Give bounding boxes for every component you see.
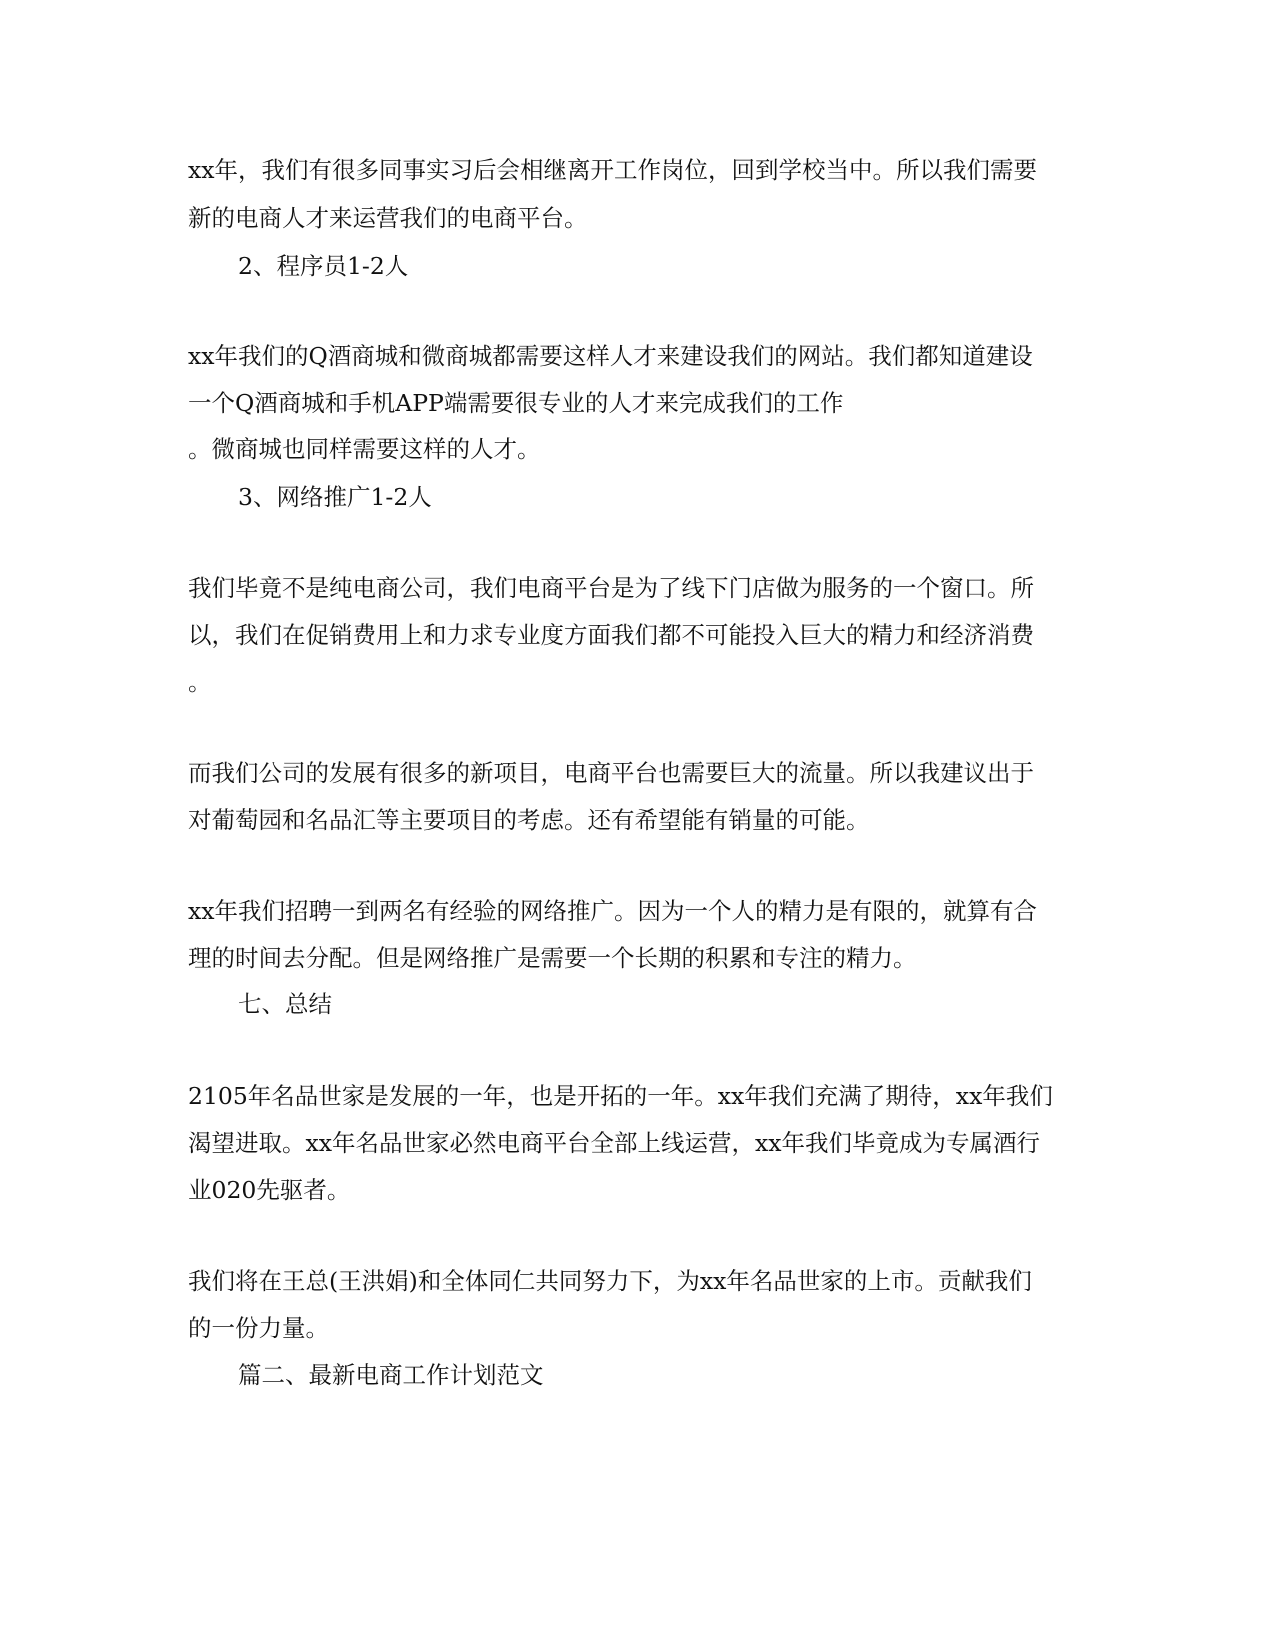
paragraph-line: 。 (188, 668, 212, 696)
section-heading-programmer: 2、程序员1-2人 (238, 252, 409, 280)
paragraph-line: xx年，我们有很多同事实习后会相继离开工作岗位，回到学校当中。所以我们需要 (188, 156, 1038, 184)
paragraph-line: 。微商城也同样需要这样的人才。 (188, 435, 541, 463)
paragraph-line: 一个Q酒商城和手机APP端需要很专业的人才来完成我们的工作 (188, 389, 844, 417)
paragraph-line: 2105年名品世家是发展的一年，也是开拓的一年。xx年我们充满了期待，xx年我们 (188, 1082, 1053, 1110)
paragraph-line: 理的时间去分配。但是网络推广是需要一个长期的积累和专注的精力。 (188, 944, 917, 972)
paragraph-line: 新的电商人才来运营我们的电商平台。 (188, 204, 588, 232)
paragraph-line: 渴望进取。xx年名品世家必然电商平台全部上线运营，xx年我们毕竟成为专属酒行 (188, 1129, 1041, 1157)
paragraph-line: 业020先驱者。 (188, 1176, 351, 1204)
paragraph-line: 的一份力量。 (188, 1314, 329, 1342)
paragraph-line: 对葡萄园和名品汇等主要项目的考虑。还有希望能有销量的可能。 (188, 806, 870, 834)
section-heading-network-promotion: 3、网络推广1-2人 (238, 483, 432, 511)
paragraph-line: 我们毕竟不是纯电商公司，我们电商平台是为了线下门店做为服务的一个窗口。所 (188, 574, 1034, 602)
paragraph-line: xx年我们招聘一到两名有经验的网络推广。因为一个人的精力是有限的，就算有合 (188, 897, 1038, 925)
paragraph-line: 以，我们在促销费用上和力求专业度方面我们都不可能投入巨大的精力和经济消费 (188, 621, 1034, 649)
paragraph-line: 而我们公司的发展有很多的新项目，电商平台也需要巨大的流量。所以我建议出于 (188, 759, 1034, 787)
paragraph-line: xx年我们的Q酒商城和微商城都需要这样人才来建设我们的网站。我们都知道建设 (188, 342, 1033, 370)
paragraph-line: 我们将在王总(王洪娟)和全体同仁共同努力下，为xx年名品世家的上市。贡献我们 (188, 1267, 1032, 1295)
section-heading-part-two: 篇二、最新电商工作计划范文 (238, 1361, 544, 1389)
section-heading-summary: 七、总结 (238, 990, 332, 1018)
